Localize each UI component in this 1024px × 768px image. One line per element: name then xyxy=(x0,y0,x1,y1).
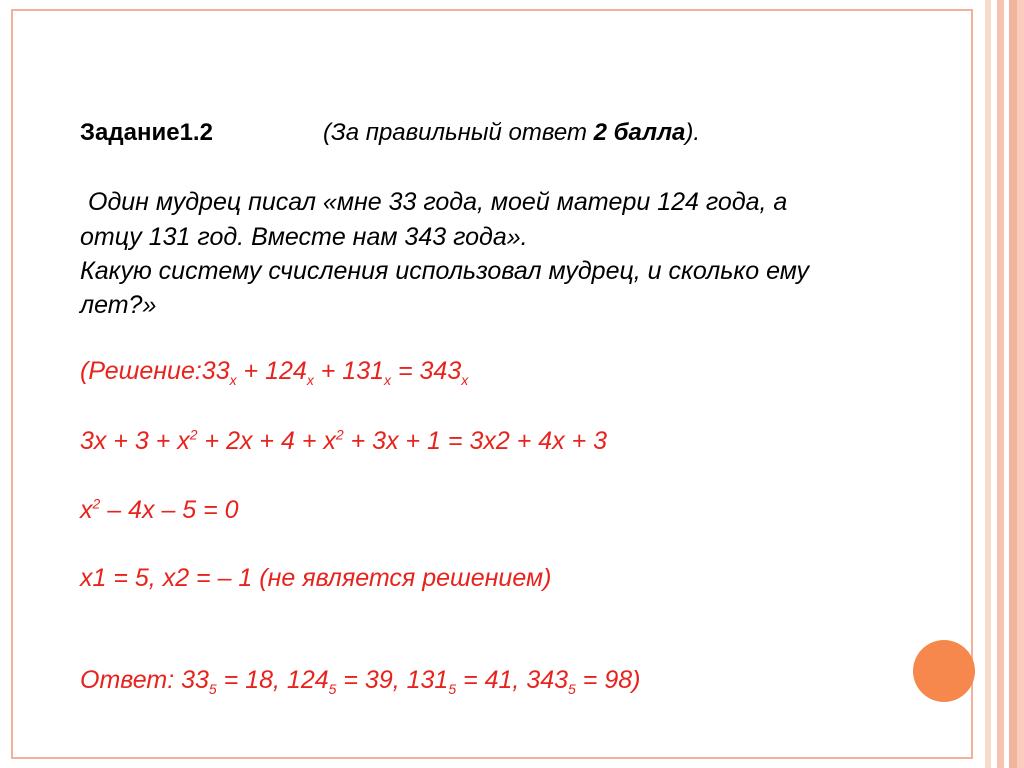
task-label: Задание1.2 xyxy=(80,119,213,146)
decor-stripe-3 xyxy=(997,0,1004,768)
decor-stripe-5 xyxy=(1009,0,1017,768)
task-header xyxy=(80,119,701,147)
decor-circle xyxy=(913,640,975,702)
solution-equation-2: $3x + 3 + x^2 + 2x + 4 + x^2 + 3x + 1 = 3x2 + 4x + 3$ xyxy=(80,426,608,455)
solution-answer: Ответ: $33_5 = 18$, $124_5 = 39$, $131_5 = 41$, $343_5 = 98$) xyxy=(80,666,641,697)
task-points: (За правильный ответ 2 балла). xyxy=(323,119,701,146)
problem-line-3: Какую систему счисления использовал мудрец, и сколько ему xyxy=(80,257,810,285)
solution-roots: x1 = 5, x2 = – 1 (не является решением) xyxy=(80,564,552,592)
solution-equation-3: $x^2 - 4x - 5 = 0$ xyxy=(80,495,239,524)
solution-equation-1: ($Решение:33_x + 124_x + 131_x = 343_x$ xyxy=(80,357,469,388)
problem-line-4: лет?» xyxy=(80,291,157,319)
decor-stripe-6 xyxy=(1017,0,1024,768)
problem-line-1: Один мудрец писал «мне 33 года, моей матери 124 года, а xyxy=(88,188,788,216)
problem-line-2: отцу 131 год. Вместе нам 343 года». xyxy=(80,223,528,251)
